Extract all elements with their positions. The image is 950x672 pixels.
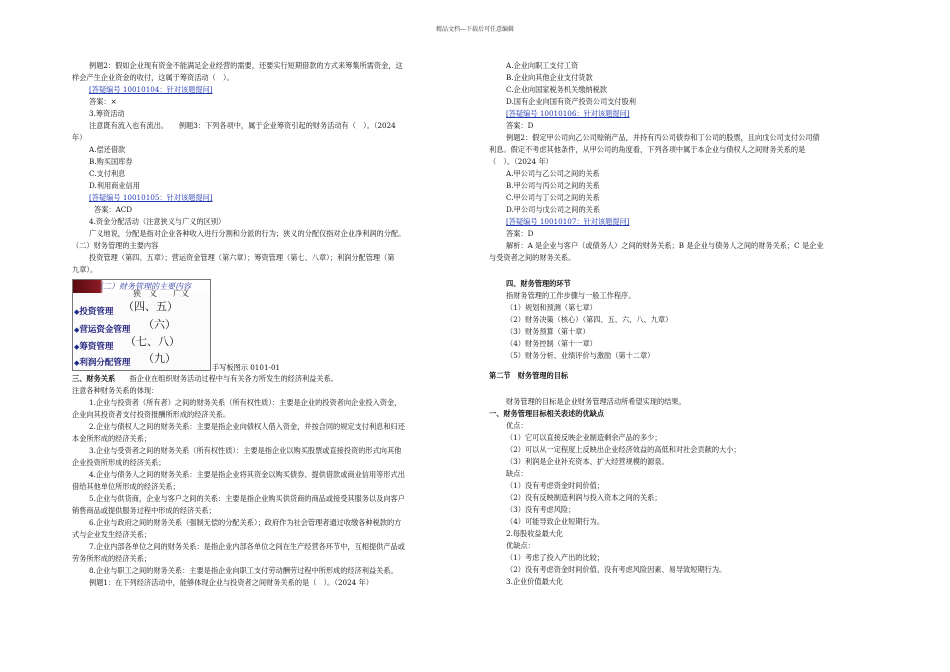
list-item: （2）没有反映制造利润与投入资本之间的关系；	[506, 493, 662, 502]
answer: 答案：D	[506, 229, 534, 238]
text-line: 借给其他单位所形成的经济关系；	[72, 482, 180, 491]
text-line: 6.企业与政府之间的财务关系（强制无偿的分配关系）；政府作为社会管理者通过收缴各种税款的方	[89, 518, 402, 527]
text-line: 年）	[72, 133, 87, 142]
option-d: D.甲公司与戊公司之间的关系	[506, 205, 601, 214]
text-line: 例题2：假定甲公司向乙公司赊销产品，并持有丙公司债券和丁公司的股票，且向戊公司支付公司债	[506, 133, 820, 142]
text-line: 企业向其投资者支付投资报酬所形成的经济关系。	[72, 410, 231, 419]
board-item: ◆营运资金管理	[74, 325, 131, 335]
board-caption: 手写板图示 0101-01	[212, 363, 281, 372]
list-item: （3）利润是企业补充资本、扩大经营规模的源泉。	[506, 457, 669, 466]
text-line: 缺点：	[506, 469, 528, 478]
text-line: 投资管理（第四、五章）；营运资金管理（第六章）；筹资管理（第七、八章）；利润分配管理（第	[89, 253, 395, 262]
text-line: 广义地说，分配是指对企业各种收入进行分割和分派的行为；狭义的分配仅指对企业净利润的分配。	[89, 229, 406, 238]
list-item: （2）财务决策（核心）（第四、五、六、八、九章）	[506, 315, 673, 324]
option-a: A.甲公司与乙公司之间的关系	[506, 169, 600, 178]
text-line: 优缺点：	[506, 541, 535, 550]
section-heading: 一、财务管理目标相关表述的优缺点	[489, 409, 605, 418]
list-item: （2）可以从一定程度上反映出企业经济效益的高低和对社会贡献的大小；	[506, 445, 741, 454]
section-label: 2.每股收益最大化	[506, 529, 564, 538]
board-item-note: （九）	[143, 352, 176, 365]
text-line: 例题2：假如企业现有资金不能满足企业经营的需要，还要实行短期借款的方式来筹集所需资金，这	[89, 61, 403, 70]
list-item: （1）规划和预测（第七章）	[506, 303, 597, 312]
option-b: B.企业向其他企业支付货款	[506, 73, 593, 82]
qa-link-10010104[interactable]: [答疑编号 10010104：针对该题提问]	[89, 85, 213, 94]
text-line: 九章）。	[72, 265, 98, 274]
list-item: （3）没有考虑风险；	[506, 505, 576, 514]
list-item: （1）它可以直接反映企业制造剩余产品的多少；	[506, 433, 662, 442]
text-line: 3.企业与受资者之间的财务关系（所有权性质）：主要是指企业以购买股票或直接投资的形式向其他	[89, 446, 402, 455]
left-column	[72, 60, 462, 589]
text-line: 与受资者之间的财务关系。	[489, 253, 576, 262]
qa-link-10010105[interactable]: [答疑编号 10010105：针对该题提问]	[89, 193, 213, 202]
option-b: B.购买国库券	[89, 157, 133, 166]
option-c: C.支付利息	[89, 169, 126, 178]
answer: 答案：D	[506, 121, 534, 130]
text-line: 8.企业与职工之间的财务关系：主要是指企业向职工支付劳动酬劳过程中所形成的经济利益关系。	[89, 566, 398, 575]
chapter-heading: 第二节 财务管理的目标	[489, 371, 569, 380]
list-item: （1）考虑了投入产出的比较；	[506, 553, 605, 562]
text-line: 注意既有流入也有流出。 例题3：下列各项中，属于企业筹资引起的财务活动有（ ）。（2024	[89, 121, 396, 130]
qa-link-10010107[interactable]: [答疑编号 10010107：针对该题提问]	[506, 217, 630, 226]
answer: 答案：ACD	[94, 205, 133, 214]
board-item-note: （六）	[143, 318, 176, 331]
qa-link-10010106[interactable]: [答疑编号 10010106：针对该题提问]	[506, 109, 630, 118]
section-label: 3.筹资活动	[89, 109, 125, 118]
text-line: 本金所形成的经济关系；	[72, 434, 152, 443]
text-line: 5.企业与供货商，企业与客户之间的关系：主要是指企业购买供货商的商品或接受其服务以及向客户	[89, 494, 405, 503]
board-item: ◆投资管理	[74, 307, 114, 317]
handwriting-board-image	[72, 279, 281, 372]
text-line: 销售商品或提供服务过程中形成的经济关系；	[72, 506, 216, 515]
option-a: A.偿还借款	[89, 145, 126, 154]
text-line: 劳务所形成的经济关系；	[72, 554, 152, 563]
board-title: （二）财务管理的主要内容	[95, 282, 191, 291]
text-line: 解析：A 是企业与客户（或债务人）之间的财务关系；B 是企业与债务人之间的财务关系；C 是企业	[506, 241, 824, 250]
list-item: （2）没有考虑资金时间价值、没有考虑风险因素、易导致短期行为。	[506, 565, 727, 574]
answer: 答案：×	[89, 97, 117, 106]
list-item: （3）财务预算（第十章）	[506, 327, 590, 336]
text-line: 2.企业与债权人之间的财务关系：主要是指企业向债权人借入资金，并按合同的规定支付利息和归还	[89, 422, 405, 431]
text-line: 式与企业发生经济关系；	[72, 530, 152, 539]
text-line: （ ）。（2024 年）	[489, 157, 553, 166]
option-a: A.企业向职工支付工资	[506, 61, 579, 70]
board-scribble: 狭 义 广义	[133, 289, 189, 298]
text-line: 注意各种财务关系的体现：	[72, 386, 159, 395]
text-line: 优点：	[506, 421, 528, 430]
text-line: 三、财务关系 指企业在组织财务活动过程中与有关各方所发生的经济利益关系。	[72, 374, 338, 383]
option-d: D.利用商业信用	[89, 181, 140, 190]
text-line: 例题1：在下列经济活动中，能够体现企业与投资者之间财务关系的是（ ）。（2024 年）	[89, 578, 373, 587]
section-heading: 四、财务管理的环节	[506, 279, 571, 288]
text-line: 指财务管理的工作步骤与一般工作程序。	[506, 291, 636, 300]
option-c: C.企业向国家税务机关缴纳税款	[506, 85, 607, 94]
board-item-note: （七、八）	[125, 335, 180, 348]
board-item-note: （四、五）	[123, 300, 178, 313]
section-label: （二）财务管理的主要内容	[72, 241, 159, 250]
option-c: C.甲公司与丁公司之间的关系	[506, 193, 600, 202]
list-item: （1）没有考虑资金时间价值；	[506, 481, 605, 490]
text-line: 财务管理的目标是企业财务管理活动所希望实现的结果。	[506, 397, 686, 406]
board-item: ◆利润分配管理	[74, 358, 131, 368]
text-line: 4.企业与债务人之间的财务关系：主要是指企业将其资金以购买债券、提供借款或商业信用等形式出	[89, 470, 405, 479]
section-label: 4.资金分配活动（注意狭义与广义的区别）	[89, 217, 226, 226]
page-header: 精品文档---下载后可任意编辑	[435, 26, 515, 33]
board-item: ◆筹资管理	[74, 342, 114, 352]
option-b: B.甲公司与丙公司之间的关系	[506, 181, 600, 190]
list-item: （5）财务分析、业绩评价与激励（第十二章）	[506, 351, 655, 360]
option-d: D.国有企业向国有资产投资公司支付股利	[506, 97, 636, 106]
section-label: 3.企业价值最大化	[506, 577, 564, 586]
list-item: （4）财务控制（第十一章）	[506, 339, 597, 348]
text-line: 7.企业内部各单位之间的财务关系：是指企业内部各单位之间在生产经营各环节中，互相提供产品或	[89, 542, 405, 551]
text-line: 企业投资所形成的经济关系；	[72, 458, 166, 467]
text-line: 1.企业与投资者（所有者）之间的财务关系（所有权性质）：主要是企业的投资者向企业投入资金，	[89, 398, 402, 407]
text-line: 利息。假定不考虑其他条件，从甲公司的角度看，下列各项中属于本企业与债权人之间财务关系的是	[489, 145, 806, 154]
text-line: 样会产生企业资金的收付，这属于筹资活动（ ）。	[72, 73, 234, 82]
right-column	[489, 60, 881, 588]
list-item: （4）可能导致企业短期行为。	[506, 517, 605, 526]
